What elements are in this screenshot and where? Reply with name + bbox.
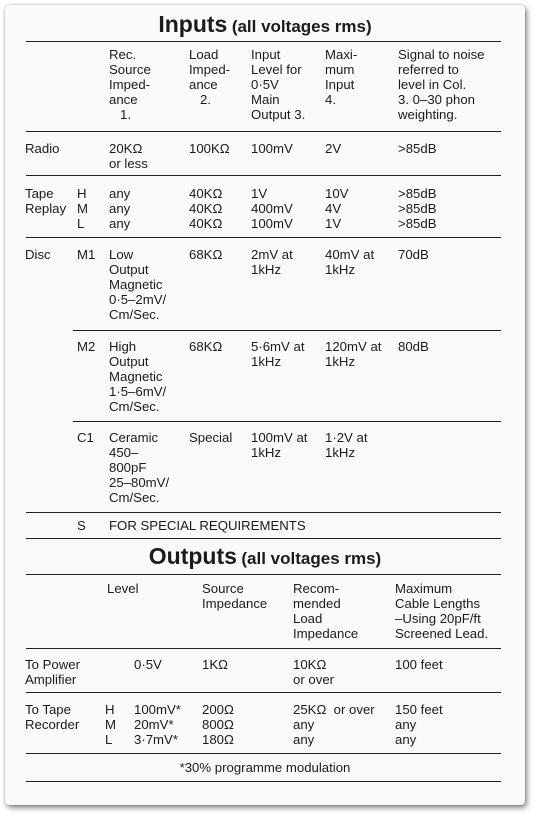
disc-m1-level: 2mV at 1kHz [251, 247, 293, 277]
divider [26, 781, 501, 782]
divider [26, 237, 501, 238]
divider [73, 330, 501, 331]
disc-m1-load: 68KΩ [189, 247, 223, 262]
header-rec-source: Rec. Source Imped- ance 1. [109, 47, 151, 122]
outputs-title: Outputs [148, 543, 237, 569]
radio-max: 2V [325, 141, 342, 156]
row-label-disc: Disc [25, 247, 51, 262]
power-level: 0·5V [134, 657, 162, 672]
disc-m1-code: M1 [77, 247, 96, 262]
disc-m2-code: M2 [77, 339, 96, 354]
power-load: 10KΩ or over [293, 657, 335, 687]
disc-c1-load: Special [189, 430, 233, 445]
radio-source: 20KΩ or less [109, 141, 148, 171]
disc-m2-level: 5·6mV at 1kHz [251, 339, 305, 369]
divider [73, 421, 501, 422]
inputs-heading [5, 11, 525, 38]
tape-source: any any any [109, 186, 131, 231]
disc-m2-snr: 80dB [398, 339, 429, 354]
inputs-subtitle: (all voltages rms) [231, 17, 372, 36]
disc-m2-source: High Output Magnetic 1·5–6mV/ Cm/Sec. [109, 339, 167, 414]
header-load-impedance: Load Imped- ance 2. [189, 47, 231, 107]
output-tape-load: 25KΩ or over any any [293, 702, 375, 747]
disc-s-text: FOR SPECIAL REQUIREMENTS [109, 518, 306, 533]
header-signal-noise: Signal to noise referred to level in Col. 3. 0–30 phon weighting. [398, 47, 485, 122]
outputs-heading [5, 543, 525, 570]
divider [26, 574, 501, 575]
row-label-radio: Radio [25, 141, 60, 156]
radio-load: 100KΩ [189, 141, 230, 156]
divider [26, 512, 501, 513]
disc-c1-level: 100mV at 1kHz [251, 430, 308, 460]
footnote: *30% programme modulation [179, 760, 351, 775]
divider [26, 753, 501, 754]
header-max-input: Maxi- mum Input 4. [325, 47, 358, 107]
divider [26, 131, 501, 132]
output-tape-level: 100mV* 20mV* 3·7mV* [134, 702, 181, 747]
power-source: 1KΩ [202, 657, 228, 672]
disc-c1-source: Ceramic 450– 800pF 25–80mV/ Cm/Sec. [109, 430, 170, 505]
disc-s-code: S [77, 518, 86, 533]
output-tape-cable: 150 feet any any [395, 702, 443, 747]
power-cable: 100 feet [395, 657, 443, 672]
disc-m1-max: 40mV at 1kHz [325, 247, 375, 277]
tape-load: 40KΩ 40KΩ 40KΩ [189, 186, 223, 231]
divider [26, 538, 501, 539]
disc-m2-max: 120mV at 1kHz [325, 339, 382, 369]
disc-m1-source: Low Output Magnetic 0·5–2mV/ Cm/Sec. [109, 247, 167, 322]
header-input-level: Input Level for 0·5V Main Output 3. [251, 47, 306, 122]
header-recommended-load: Recom- mended Load Impedance [293, 581, 359, 641]
spec-sheet [5, 5, 525, 805]
disc-c1-max: 1·2V at 1kHz [325, 430, 368, 460]
row-label-tape-replay: Tape Replay [25, 186, 67, 216]
inputs-title: Inputs [158, 11, 228, 37]
disc-m1-snr: 70dB [398, 247, 429, 262]
outputs-subtitle: (all voltages rms) [241, 549, 382, 568]
radio-snr: >85dB [398, 141, 437, 156]
divider [26, 175, 501, 176]
tape-modes: H M L [77, 186, 88, 231]
divider [26, 648, 501, 649]
header-source-impedance: Source Impedance [202, 581, 268, 611]
disc-c1-code: C1 [77, 430, 94, 445]
radio-level: 100mV [251, 141, 293, 156]
output-tape-modes: H M L [105, 702, 116, 747]
tape-level: 1V 400mV 100mV [251, 186, 293, 231]
row-label-tape-recorder: To Tape Recorder [25, 702, 80, 732]
divider [26, 692, 501, 693]
header-output-level: Level [107, 581, 139, 596]
header-cable-length: Maximum Cable Lengths –Using 20pF/ft Screened Lead. [395, 581, 489, 641]
divider [26, 41, 501, 42]
tape-snr: >85dB >85dB >85dB [398, 186, 437, 231]
output-tape-source: 200Ω 800Ω 180Ω [202, 702, 234, 747]
disc-m2-load: 68KΩ [189, 339, 223, 354]
tape-max: 10V 4V 1V [325, 186, 349, 231]
row-label-power-amplifier: To Power Amplifier [25, 657, 80, 687]
